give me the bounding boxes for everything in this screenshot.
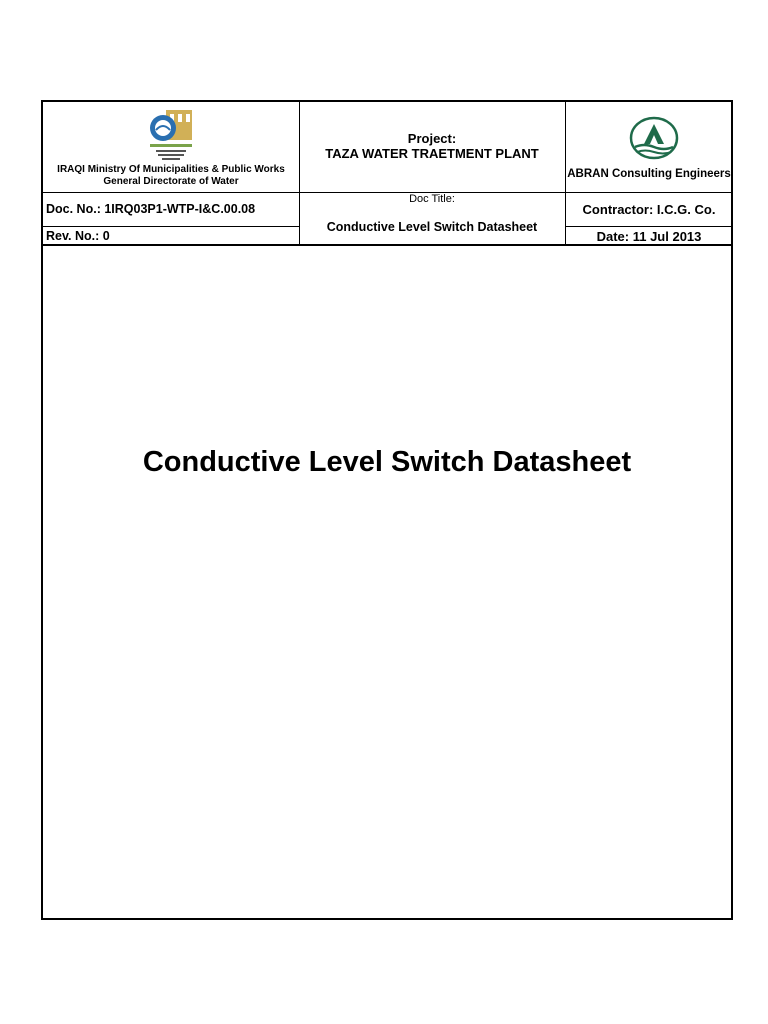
row-divider — [299, 192, 733, 193]
title-block — [43, 102, 731, 246]
document-main-title: Conductive Level Switch Datasheet — [142, 446, 632, 478]
abran-logo-icon — [629, 116, 679, 160]
ministry-line-1: IRAQI Ministry Of Municipalities & Public Works — [57, 164, 285, 175]
doc-title-label: Doc Title: — [409, 193, 455, 205]
project-name: TAZA WATER TRAETMENT PLANT — [325, 146, 539, 161]
column-divider — [565, 102, 566, 244]
document-sheet — [41, 100, 733, 920]
row-divider — [43, 192, 299, 193]
project-block — [299, 131, 565, 161]
ministry-line-2: General Directorate of Water — [103, 176, 239, 187]
project-label: Project: — [407, 131, 457, 146]
row-divider — [565, 226, 733, 227]
consultant-name: ABRAN Consulting Engineers — [567, 168, 731, 180]
ministry-logo-icon — [146, 108, 196, 164]
contractor: Contractor: I.C.G. Co. — [582, 202, 716, 217]
issue-date: Date: 11 Jul 2013 — [596, 229, 702, 244]
ministry-name — [43, 164, 299, 188]
column-divider — [299, 102, 300, 244]
revision-number: Rev. No.: 0 — [46, 229, 110, 243]
doc-number: Doc. No.: 1IRQ03P1-WTP-I&C.00.08 — [46, 202, 256, 216]
doc-title: Conductive Level Switch Datasheet — [326, 220, 538, 234]
row-divider — [43, 226, 299, 227]
